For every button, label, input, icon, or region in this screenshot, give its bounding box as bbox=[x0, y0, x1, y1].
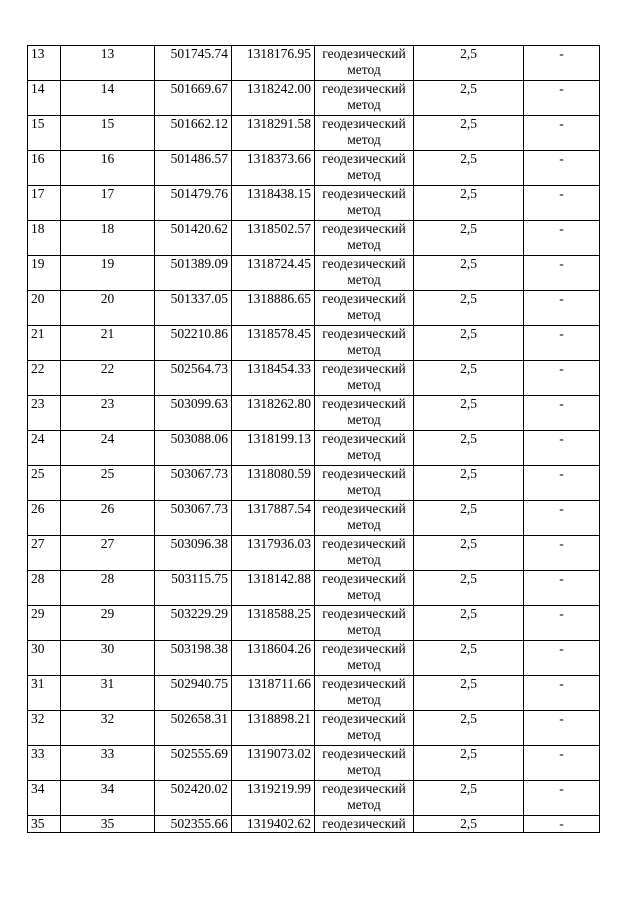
cell-y-coordinate: 1318199.13 bbox=[232, 431, 315, 466]
cell-extra: - bbox=[524, 256, 600, 291]
method-line-2: метод bbox=[347, 727, 381, 742]
cell-point-number: 21 bbox=[61, 326, 155, 361]
cell-accuracy: 2,5 bbox=[414, 221, 524, 256]
cell-point-number: 26 bbox=[61, 501, 155, 536]
method-line-1: геодезический bbox=[322, 781, 406, 796]
cell-extra: - bbox=[524, 501, 600, 536]
cell-method bbox=[315, 816, 414, 833]
cell-x-coordinate: 502555.69 bbox=[155, 746, 232, 781]
table-row bbox=[28, 781, 600, 816]
table-row bbox=[28, 676, 600, 711]
table-row bbox=[28, 816, 600, 833]
coordinates-table bbox=[27, 45, 600, 833]
table-row bbox=[28, 81, 600, 116]
cell-row-number: 25 bbox=[28, 466, 61, 501]
cell-method bbox=[315, 711, 414, 746]
method-line-2: метод bbox=[347, 202, 381, 217]
cell-point-number: 35 bbox=[61, 816, 155, 833]
cell-row-number: 15 bbox=[28, 116, 61, 151]
table-row bbox=[28, 431, 600, 466]
cell-x-coordinate: 501745.74 bbox=[155, 46, 232, 81]
cell-row-number: 20 bbox=[28, 291, 61, 326]
method-line-1: геодезический bbox=[322, 291, 406, 306]
method-line-1: геодезический bbox=[322, 571, 406, 586]
cell-row-number: 33 bbox=[28, 746, 61, 781]
cell-x-coordinate: 501389.09 bbox=[155, 256, 232, 291]
method-line-2: метод bbox=[347, 587, 381, 602]
method-line-2: метод bbox=[347, 342, 381, 357]
cell-accuracy: 2,5 bbox=[414, 326, 524, 361]
cell-x-coordinate: 501486.57 bbox=[155, 151, 232, 186]
method-line-1: геодезический bbox=[322, 396, 406, 411]
cell-accuracy: 2,5 bbox=[414, 746, 524, 781]
cell-accuracy: 2,5 bbox=[414, 116, 524, 151]
method-line-1: геодезический bbox=[322, 676, 406, 691]
cell-x-coordinate: 501479.76 bbox=[155, 186, 232, 221]
cell-row-number: 17 bbox=[28, 186, 61, 221]
cell-method bbox=[315, 256, 414, 291]
cell-row-number: 26 bbox=[28, 501, 61, 536]
method-line-2: метод bbox=[347, 622, 381, 637]
cell-extra: - bbox=[524, 606, 600, 641]
cell-accuracy: 2,5 bbox=[414, 816, 524, 833]
cell-row-number: 16 bbox=[28, 151, 61, 186]
cell-extra: - bbox=[524, 641, 600, 676]
cell-extra: - bbox=[524, 326, 600, 361]
cell-accuracy: 2,5 bbox=[414, 536, 524, 571]
cell-row-number: 35 bbox=[28, 816, 61, 833]
cell-y-coordinate: 1319219.99 bbox=[232, 781, 315, 816]
cell-extra: - bbox=[524, 221, 600, 256]
table-row bbox=[28, 361, 600, 396]
cell-point-number: 27 bbox=[61, 536, 155, 571]
cell-y-coordinate: 1318291.58 bbox=[232, 116, 315, 151]
cell-y-coordinate: 1318242.00 bbox=[232, 81, 315, 116]
cell-x-coordinate: 502210.86 bbox=[155, 326, 232, 361]
table-row bbox=[28, 151, 600, 186]
cell-y-coordinate: 1318711.66 bbox=[232, 676, 315, 711]
cell-point-number: 31 bbox=[61, 676, 155, 711]
cell-extra: - bbox=[524, 676, 600, 711]
cell-row-number: 32 bbox=[28, 711, 61, 746]
method-line-1: геодезический bbox=[322, 256, 406, 271]
table-row bbox=[28, 606, 600, 641]
cell-extra: - bbox=[524, 571, 600, 606]
cell-row-number: 23 bbox=[28, 396, 61, 431]
cell-row-number: 24 bbox=[28, 431, 61, 466]
cell-extra: - bbox=[524, 816, 600, 833]
cell-y-coordinate: 1317936.03 bbox=[232, 536, 315, 571]
cell-point-number: 34 bbox=[61, 781, 155, 816]
cell-row-number: 30 bbox=[28, 641, 61, 676]
method-line-1: геодезический bbox=[322, 711, 406, 726]
method-line-1: геодезический bbox=[322, 361, 406, 376]
cell-method bbox=[315, 81, 414, 116]
cell-accuracy: 2,5 bbox=[414, 151, 524, 186]
method-line-2: метод bbox=[347, 167, 381, 182]
cell-accuracy: 2,5 bbox=[414, 676, 524, 711]
cell-method bbox=[315, 466, 414, 501]
cell-point-number: 13 bbox=[61, 46, 155, 81]
cell-extra: - bbox=[524, 746, 600, 781]
method-line-2: метод bbox=[347, 97, 381, 112]
cell-x-coordinate: 501669.67 bbox=[155, 81, 232, 116]
cell-accuracy: 2,5 bbox=[414, 711, 524, 746]
method-line-1: геодезический bbox=[322, 606, 406, 621]
cell-extra: - bbox=[524, 186, 600, 221]
method-line-2: метод bbox=[347, 692, 381, 707]
method-line-1: геодезический bbox=[322, 151, 406, 166]
table-row bbox=[28, 186, 600, 221]
method-line-2: метод bbox=[347, 62, 381, 77]
cell-x-coordinate: 501662.12 bbox=[155, 116, 232, 151]
cell-extra: - bbox=[524, 291, 600, 326]
table-row bbox=[28, 291, 600, 326]
cell-point-number: 20 bbox=[61, 291, 155, 326]
cell-accuracy: 2,5 bbox=[414, 501, 524, 536]
cell-method bbox=[315, 641, 414, 676]
method-line-2: метод bbox=[347, 272, 381, 287]
method-line-1: геодезический bbox=[322, 186, 406, 201]
table-row bbox=[28, 46, 600, 81]
table-row bbox=[28, 746, 600, 781]
cell-y-coordinate: 1318578.45 bbox=[232, 326, 315, 361]
method-line-2: метод bbox=[347, 657, 381, 672]
cell-x-coordinate: 503096.38 bbox=[155, 536, 232, 571]
cell-method bbox=[315, 116, 414, 151]
method-line-1: геодезический bbox=[322, 501, 406, 516]
method-line-2: метод bbox=[347, 517, 381, 532]
cell-extra: - bbox=[524, 431, 600, 466]
cell-y-coordinate: 1318454.33 bbox=[232, 361, 315, 396]
method-line-2: метод bbox=[347, 447, 381, 462]
method-line-2: метод bbox=[347, 552, 381, 567]
cell-point-number: 32 bbox=[61, 711, 155, 746]
cell-x-coordinate: 502564.73 bbox=[155, 361, 232, 396]
cell-extra: - bbox=[524, 711, 600, 746]
method-line-1: геодезический bbox=[322, 326, 406, 341]
method-line-2: метод bbox=[347, 412, 381, 427]
cell-method bbox=[315, 571, 414, 606]
cell-extra: - bbox=[524, 781, 600, 816]
cell-y-coordinate: 1318604.26 bbox=[232, 641, 315, 676]
cell-y-coordinate: 1318438.15 bbox=[232, 186, 315, 221]
cell-point-number: 15 bbox=[61, 116, 155, 151]
cell-accuracy: 2,5 bbox=[414, 606, 524, 641]
cell-row-number: 28 bbox=[28, 571, 61, 606]
cell-row-number: 13 bbox=[28, 46, 61, 81]
cell-y-coordinate: 1317887.54 bbox=[232, 501, 315, 536]
method-line-1: геодезический bbox=[322, 116, 406, 131]
cell-method bbox=[315, 326, 414, 361]
cell-accuracy: 2,5 bbox=[414, 361, 524, 396]
cell-x-coordinate: 501420.62 bbox=[155, 221, 232, 256]
table-row bbox=[28, 536, 600, 571]
table-row bbox=[28, 501, 600, 536]
cell-method bbox=[315, 536, 414, 571]
cell-method bbox=[315, 606, 414, 641]
cell-x-coordinate: 503099.63 bbox=[155, 396, 232, 431]
cell-x-coordinate: 503198.38 bbox=[155, 641, 232, 676]
cell-point-number: 24 bbox=[61, 431, 155, 466]
cell-extra: - bbox=[524, 536, 600, 571]
method-line-1: геодезический bbox=[322, 641, 406, 656]
cell-row-number: 29 bbox=[28, 606, 61, 641]
cell-extra: - bbox=[524, 151, 600, 186]
method-line-1: геодезический bbox=[322, 46, 406, 61]
cell-row-number: 27 bbox=[28, 536, 61, 571]
method-line-2: метод bbox=[347, 762, 381, 777]
table-row bbox=[28, 116, 600, 151]
cell-accuracy: 2,5 bbox=[414, 431, 524, 466]
cell-point-number: 29 bbox=[61, 606, 155, 641]
cell-method bbox=[315, 361, 414, 396]
cell-method bbox=[315, 396, 414, 431]
cell-extra: - bbox=[524, 396, 600, 431]
cell-x-coordinate: 503067.73 bbox=[155, 501, 232, 536]
cell-point-number: 28 bbox=[61, 571, 155, 606]
cell-y-coordinate: 1318724.45 bbox=[232, 256, 315, 291]
cell-point-number: 17 bbox=[61, 186, 155, 221]
cell-x-coordinate: 503067.73 bbox=[155, 466, 232, 501]
method-line-1: геодезический bbox=[322, 431, 406, 446]
cell-y-coordinate: 1318886.65 bbox=[232, 291, 315, 326]
cell-accuracy: 2,5 bbox=[414, 396, 524, 431]
cell-method bbox=[315, 431, 414, 466]
cell-method bbox=[315, 151, 414, 186]
cell-row-number: 14 bbox=[28, 81, 61, 116]
table-row bbox=[28, 466, 600, 501]
method-line-2: метод bbox=[347, 797, 381, 812]
table-row bbox=[28, 641, 600, 676]
cell-extra: - bbox=[524, 81, 600, 116]
cell-x-coordinate: 502940.75 bbox=[155, 676, 232, 711]
method-line-1: геодезический bbox=[322, 221, 406, 236]
cell-y-coordinate: 1318080.59 bbox=[232, 466, 315, 501]
method-line-2: метод bbox=[347, 307, 381, 322]
cell-extra: - bbox=[524, 361, 600, 396]
cell-row-number: 31 bbox=[28, 676, 61, 711]
cell-y-coordinate: 1319402.62 bbox=[232, 816, 315, 833]
cell-accuracy: 2,5 bbox=[414, 46, 524, 81]
cell-extra: - bbox=[524, 46, 600, 81]
cell-row-number: 18 bbox=[28, 221, 61, 256]
cell-x-coordinate: 502420.02 bbox=[155, 781, 232, 816]
cell-point-number: 22 bbox=[61, 361, 155, 396]
method-line-2: метод bbox=[347, 482, 381, 497]
cell-extra: - bbox=[524, 116, 600, 151]
cell-accuracy: 2,5 bbox=[414, 781, 524, 816]
cell-accuracy: 2,5 bbox=[414, 186, 524, 221]
cell-row-number: 34 bbox=[28, 781, 61, 816]
cell-method bbox=[315, 291, 414, 326]
method-line-1: геодезический bbox=[322, 536, 406, 551]
method-line-2: метод bbox=[347, 237, 381, 252]
table-row bbox=[28, 711, 600, 746]
cell-x-coordinate: 501337.05 bbox=[155, 291, 232, 326]
cell-point-number: 18 bbox=[61, 221, 155, 256]
cell-method bbox=[315, 501, 414, 536]
table-row bbox=[28, 571, 600, 606]
method-line-1: геодезический bbox=[322, 816, 406, 831]
cell-accuracy: 2,5 bbox=[414, 571, 524, 606]
cell-accuracy: 2,5 bbox=[414, 466, 524, 501]
cell-point-number: 30 bbox=[61, 641, 155, 676]
cell-y-coordinate: 1318898.21 bbox=[232, 711, 315, 746]
cell-method bbox=[315, 221, 414, 256]
cell-y-coordinate: 1318262.80 bbox=[232, 396, 315, 431]
cell-accuracy: 2,5 bbox=[414, 291, 524, 326]
cell-row-number: 22 bbox=[28, 361, 61, 396]
cell-point-number: 23 bbox=[61, 396, 155, 431]
table-row bbox=[28, 396, 600, 431]
cell-y-coordinate: 1319073.02 bbox=[232, 746, 315, 781]
table-body bbox=[28, 46, 600, 833]
cell-extra: - bbox=[524, 466, 600, 501]
cell-accuracy: 2,5 bbox=[414, 81, 524, 116]
cell-x-coordinate: 502355.66 bbox=[155, 816, 232, 833]
cell-accuracy: 2,5 bbox=[414, 641, 524, 676]
method-line-2: метод bbox=[347, 132, 381, 147]
method-line-1: геодезический bbox=[322, 81, 406, 96]
cell-x-coordinate: 503229.29 bbox=[155, 606, 232, 641]
table-row bbox=[28, 326, 600, 361]
cell-row-number: 21 bbox=[28, 326, 61, 361]
cell-x-coordinate: 503115.75 bbox=[155, 571, 232, 606]
cell-method bbox=[315, 676, 414, 711]
cell-x-coordinate: 502658.31 bbox=[155, 711, 232, 746]
cell-point-number: 33 bbox=[61, 746, 155, 781]
cell-point-number: 14 bbox=[61, 81, 155, 116]
cell-accuracy: 2,5 bbox=[414, 256, 524, 291]
cell-point-number: 19 bbox=[61, 256, 155, 291]
cell-method bbox=[315, 46, 414, 81]
method-line-2: метод bbox=[347, 377, 381, 392]
cell-y-coordinate: 1318373.66 bbox=[232, 151, 315, 186]
cell-row-number: 19 bbox=[28, 256, 61, 291]
table-row bbox=[28, 221, 600, 256]
cell-x-coordinate: 503088.06 bbox=[155, 431, 232, 466]
table-row bbox=[28, 256, 600, 291]
method-line-1: геодезический bbox=[322, 746, 406, 761]
cell-method bbox=[315, 746, 414, 781]
cell-y-coordinate: 1318142.88 bbox=[232, 571, 315, 606]
cell-point-number: 16 bbox=[61, 151, 155, 186]
cell-point-number: 25 bbox=[61, 466, 155, 501]
cell-y-coordinate: 1318176.95 bbox=[232, 46, 315, 81]
cell-y-coordinate: 1318588.25 bbox=[232, 606, 315, 641]
cell-y-coordinate: 1318502.57 bbox=[232, 221, 315, 256]
method-line-1: геодезический bbox=[322, 466, 406, 481]
cell-method bbox=[315, 781, 414, 816]
cell-method bbox=[315, 186, 414, 221]
